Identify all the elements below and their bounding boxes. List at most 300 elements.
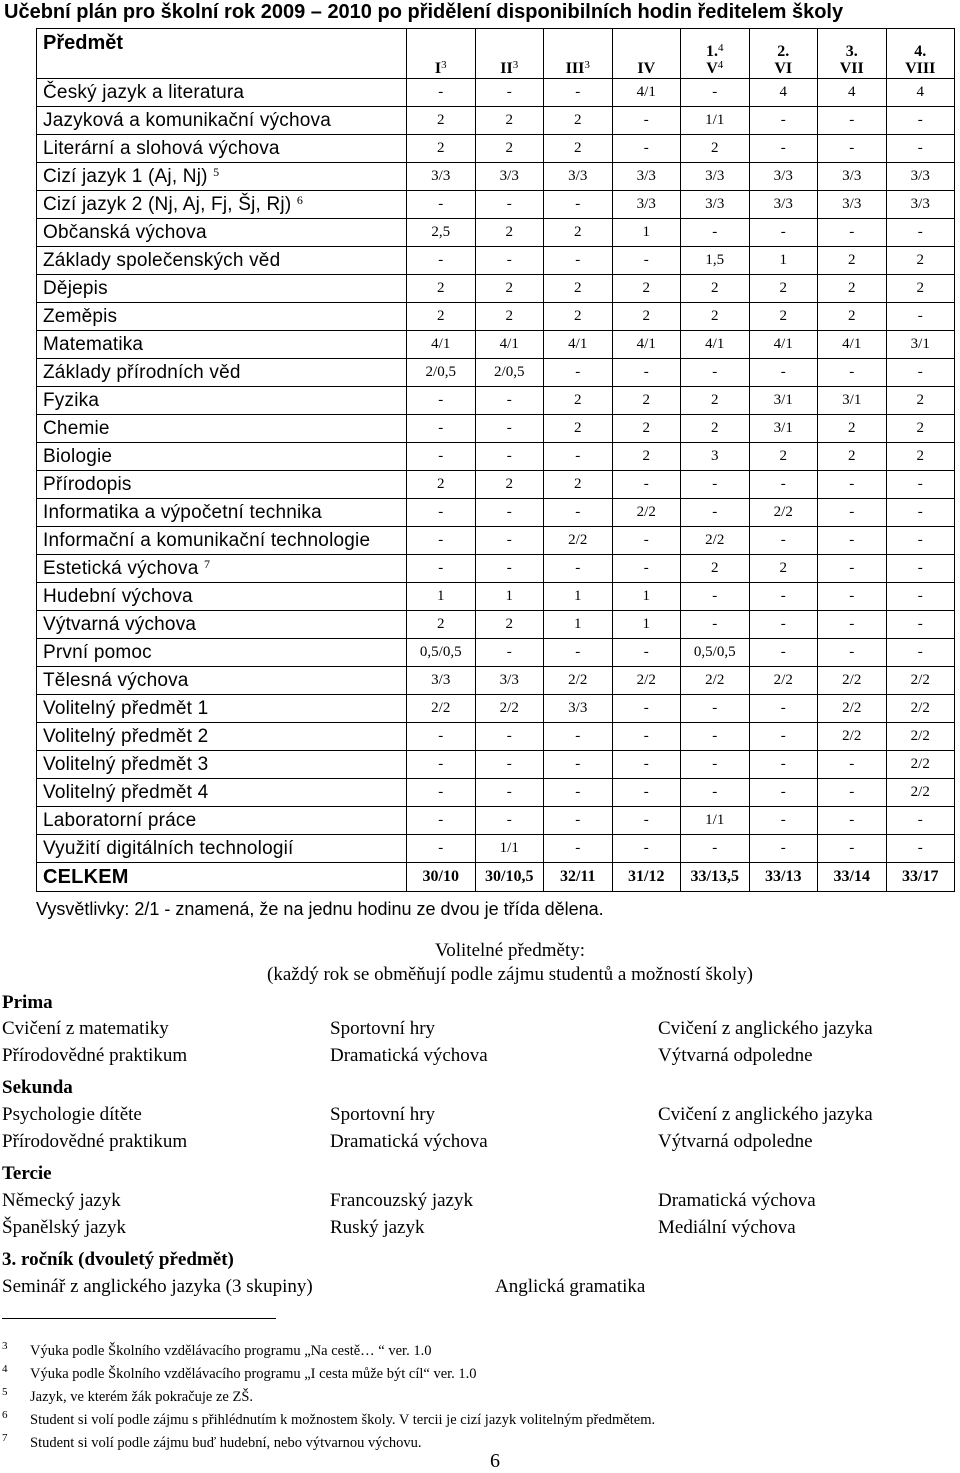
hours-cell: - bbox=[681, 219, 750, 247]
subject-cell: Chemie bbox=[37, 415, 407, 443]
table-row bbox=[37, 247, 955, 275]
hours-cell: - bbox=[475, 191, 544, 219]
subject-cell: Volitelný předmět 1 bbox=[37, 695, 407, 723]
hours-cell: - bbox=[407, 807, 476, 835]
hours-cell: 3/3 bbox=[818, 163, 887, 191]
hours-cell: 2 bbox=[681, 555, 750, 583]
hours-cell: - bbox=[407, 527, 476, 555]
hours-cell: 2 bbox=[407, 303, 476, 331]
hours-cell: - bbox=[818, 779, 887, 807]
hours-cell: 2 bbox=[544, 303, 613, 331]
hours-cell: 1 bbox=[612, 583, 681, 611]
total-cell: 31/12 bbox=[612, 863, 681, 892]
subject-cell: Cizí jazyk 1 (Aj, Nj) $^5$ bbox=[37, 163, 407, 191]
subject-header: Předmět bbox=[37, 29, 407, 79]
hours-cell: - bbox=[749, 527, 818, 555]
optional-subtitle: (každý rok se obměňují podle zájmu studentů a možností školy) bbox=[267, 964, 753, 985]
table-row bbox=[37, 219, 955, 247]
table-row bbox=[37, 583, 955, 611]
grade-header: $I^3$ bbox=[407, 29, 476, 79]
hours-cell: - bbox=[544, 79, 613, 107]
footnote-divider bbox=[2, 1318, 276, 1319]
hours-cell: - bbox=[544, 835, 613, 863]
hours-cell: 4 bbox=[886, 79, 955, 107]
hours-cell: - bbox=[475, 499, 544, 527]
table-row bbox=[37, 723, 955, 751]
hours-cell: 3/3 bbox=[886, 191, 955, 219]
optional-title: Volitelné předměty: bbox=[434, 940, 586, 961]
hours-cell: 4/1 bbox=[612, 331, 681, 359]
hours-cell: - bbox=[544, 499, 613, 527]
hours-cell: 2 bbox=[407, 611, 476, 639]
table-row bbox=[37, 163, 955, 191]
subject-cell: Laboratorní práce bbox=[37, 807, 407, 835]
subject-cell: Informatika a výpočetní technika bbox=[37, 499, 407, 527]
hours-cell: 2 bbox=[475, 107, 544, 135]
hours-cell: - bbox=[886, 359, 955, 387]
hours-cell: 4 bbox=[749, 79, 818, 107]
hours-cell: - bbox=[886, 583, 955, 611]
table-row bbox=[37, 275, 955, 303]
hours-cell: 4/1 bbox=[407, 331, 476, 359]
hours-cell: 1 bbox=[544, 583, 613, 611]
hours-cell: 1 bbox=[749, 247, 818, 275]
hours-cell: - bbox=[818, 135, 887, 163]
hours-cell: - bbox=[886, 499, 955, 527]
hours-cell: - bbox=[681, 835, 750, 863]
group-heading: 3. ročník (dvouletý předmět) bbox=[2, 1249, 234, 1270]
hours-cell: - bbox=[612, 471, 681, 499]
total-cell: 30/10,5 bbox=[475, 863, 544, 892]
grade-header: 4. VIII bbox=[886, 29, 955, 79]
hours-cell: 2 bbox=[886, 387, 955, 415]
grade-header: 1.$^4$ $V^4$ bbox=[681, 29, 750, 79]
table-row bbox=[37, 331, 955, 359]
hours-cell: - bbox=[749, 107, 818, 135]
hours-cell: 1,5 bbox=[681, 247, 750, 275]
subject-cell: Jazyková a komunikační výchova bbox=[37, 107, 407, 135]
hours-cell: - bbox=[612, 527, 681, 555]
table-row bbox=[37, 135, 955, 163]
hours-cell: - bbox=[407, 443, 476, 471]
hours-cell: - bbox=[612, 807, 681, 835]
hours-cell: 3/3 bbox=[818, 191, 887, 219]
hours-cell: 4/1 bbox=[818, 331, 887, 359]
document-title: Učební plán pro školní rok 2009 – 2010 po přidělení disponibilních hodin ředitelem školy bbox=[4, 1, 844, 23]
hours-cell: 3/3 bbox=[475, 163, 544, 191]
hours-cell: 2 bbox=[749, 275, 818, 303]
hours-cell: - bbox=[407, 247, 476, 275]
hours-cell: 2 bbox=[544, 471, 613, 499]
hours-cell: 2/2 bbox=[886, 779, 955, 807]
hours-cell: 4/1 bbox=[475, 331, 544, 359]
hours-cell: - bbox=[818, 807, 887, 835]
hours-cell: - bbox=[475, 639, 544, 667]
total-row bbox=[37, 863, 955, 892]
hours-cell: - bbox=[407, 555, 476, 583]
hours-cell: 2 bbox=[818, 275, 887, 303]
hours-cell: 4/1 bbox=[681, 331, 750, 359]
hours-cell: 2 bbox=[544, 219, 613, 247]
hours-cell: 2/2 bbox=[749, 499, 818, 527]
hours-cell: - bbox=[749, 135, 818, 163]
group-heading: Tercie bbox=[2, 1163, 52, 1184]
subject-cell: Základy společenských věd bbox=[37, 247, 407, 275]
hours-cell: 3 bbox=[681, 443, 750, 471]
hours-cell: - bbox=[612, 835, 681, 863]
hours-cell: - bbox=[544, 555, 613, 583]
table-row bbox=[37, 667, 955, 695]
grade-header: 3. VII bbox=[818, 29, 887, 79]
table-row bbox=[37, 751, 955, 779]
hours-cell: - bbox=[749, 611, 818, 639]
hours-cell: 2 bbox=[475, 275, 544, 303]
hours-cell: 2,5 bbox=[407, 219, 476, 247]
hours-cell: - bbox=[407, 723, 476, 751]
hours-cell: - bbox=[681, 723, 750, 751]
hours-cell: 2 bbox=[544, 275, 613, 303]
hours-cell: - bbox=[407, 79, 476, 107]
hours-cell: 2/2 bbox=[544, 667, 613, 695]
hours-cell: 3/1 bbox=[818, 387, 887, 415]
hours-cell: 2/2 bbox=[749, 667, 818, 695]
hours-cell: - bbox=[407, 835, 476, 863]
hours-cell: 2/2 bbox=[886, 751, 955, 779]
hours-cell: - bbox=[749, 471, 818, 499]
hours-cell: - bbox=[681, 583, 750, 611]
hours-cell: - bbox=[612, 555, 681, 583]
hours-cell: - bbox=[544, 779, 613, 807]
hours-cell: - bbox=[681, 779, 750, 807]
hours-cell: - bbox=[475, 527, 544, 555]
hours-cell: 3/3 bbox=[886, 163, 955, 191]
legend-note: Vysvětlivky: 2/1 - znamená, že na jednu hodinu ze dvou je třída dělena. bbox=[36, 899, 604, 919]
hours-cell: 2/0,5 bbox=[407, 359, 476, 387]
hours-cell: - bbox=[886, 611, 955, 639]
hours-cell: 2/2 bbox=[544, 527, 613, 555]
hours-cell: 1/1 bbox=[681, 107, 750, 135]
hours-cell: 1/1 bbox=[681, 807, 750, 835]
hours-cell: - bbox=[749, 695, 818, 723]
hours-cell: 2/2 bbox=[612, 499, 681, 527]
hours-cell: - bbox=[544, 359, 613, 387]
total-label: CELKEM bbox=[37, 863, 407, 892]
subject-cell: Volitelný předmět 4 bbox=[37, 779, 407, 807]
hours-cell: 2 bbox=[407, 107, 476, 135]
subject-cell: Fyzika bbox=[37, 387, 407, 415]
grade-header: 2. VI bbox=[749, 29, 818, 79]
hours-cell: - bbox=[681, 611, 750, 639]
subject-cell: Literární a slohová výchova bbox=[37, 135, 407, 163]
table-row bbox=[37, 695, 955, 723]
table-row bbox=[37, 555, 955, 583]
hours-cell: - bbox=[544, 723, 613, 751]
hours-cell: - bbox=[818, 499, 887, 527]
hours-cell: - bbox=[886, 219, 955, 247]
hours-cell: 2 bbox=[612, 415, 681, 443]
table-row bbox=[37, 527, 955, 555]
page-number: 6 bbox=[490, 1450, 500, 1472]
hours-cell: - bbox=[681, 359, 750, 387]
table-header-row bbox=[37, 29, 955, 79]
hours-cell: - bbox=[407, 415, 476, 443]
hours-cell: - bbox=[749, 639, 818, 667]
table-row bbox=[37, 471, 955, 499]
hours-cell: 2 bbox=[818, 303, 887, 331]
hours-cell: 3/3 bbox=[544, 695, 613, 723]
hours-cell: 4/1 bbox=[749, 331, 818, 359]
hours-cell: 2 bbox=[886, 247, 955, 275]
hours-cell: - bbox=[886, 639, 955, 667]
subject-cell: Dějepis bbox=[37, 275, 407, 303]
table-row bbox=[37, 807, 955, 835]
hours-cell: 4 bbox=[818, 79, 887, 107]
hours-cell: 2/2 bbox=[886, 667, 955, 695]
hours-cell: 2 bbox=[818, 415, 887, 443]
hours-cell: 3/1 bbox=[886, 331, 955, 359]
hours-cell: 2/2 bbox=[681, 667, 750, 695]
hours-cell: 1 bbox=[612, 219, 681, 247]
hours-cell: 2/0,5 bbox=[475, 359, 544, 387]
subject-cell: Zeměpis bbox=[37, 303, 407, 331]
subject-cell: Výtvarná výchova bbox=[37, 611, 407, 639]
subject-cell: Základy přírodních věd bbox=[37, 359, 407, 387]
subject-cell: Využití digitálních technologií bbox=[37, 835, 407, 863]
hours-cell: - bbox=[818, 835, 887, 863]
hours-cell: - bbox=[407, 751, 476, 779]
hours-cell: - bbox=[749, 807, 818, 835]
total-cell: 33/17 bbox=[886, 863, 955, 892]
hours-cell: - bbox=[886, 135, 955, 163]
total-cell: 30/10 bbox=[407, 863, 476, 892]
hours-cell: 2 bbox=[407, 471, 476, 499]
subject-cell: Biologie bbox=[37, 443, 407, 471]
hours-cell: - bbox=[475, 415, 544, 443]
hours-cell: 2 bbox=[749, 443, 818, 471]
hours-cell: - bbox=[681, 79, 750, 107]
table-row bbox=[37, 499, 955, 527]
hours-cell: - bbox=[886, 527, 955, 555]
hours-cell: 3/3 bbox=[407, 667, 476, 695]
table-row bbox=[37, 303, 955, 331]
hours-cell: 2 bbox=[612, 387, 681, 415]
subject-cell: Volitelný předmět 3 bbox=[37, 751, 407, 779]
hours-cell: 1/1 bbox=[475, 835, 544, 863]
subject-cell: Český jazyk a literatura bbox=[37, 79, 407, 107]
hours-cell: - bbox=[818, 639, 887, 667]
table-row bbox=[37, 359, 955, 387]
hours-cell: - bbox=[818, 583, 887, 611]
hours-cell: - bbox=[544, 639, 613, 667]
hours-cell: - bbox=[544, 443, 613, 471]
group-heading: Prima bbox=[2, 992, 53, 1013]
hours-cell: 1 bbox=[612, 611, 681, 639]
table-row bbox=[37, 79, 955, 107]
hours-cell: 2/2 bbox=[886, 723, 955, 751]
hours-cell: 2 bbox=[818, 247, 887, 275]
hours-cell: - bbox=[612, 359, 681, 387]
hours-cell: - bbox=[749, 219, 818, 247]
hours-cell: 0,5/0,5 bbox=[681, 639, 750, 667]
hours-cell: 3/3 bbox=[544, 163, 613, 191]
hours-cell: 1 bbox=[407, 583, 476, 611]
hours-cell: 2 bbox=[681, 387, 750, 415]
hours-cell: 2/2 bbox=[886, 695, 955, 723]
hours-cell: 4/1 bbox=[544, 331, 613, 359]
hours-cell: 2/2 bbox=[681, 527, 750, 555]
hours-cell: 3/3 bbox=[407, 163, 476, 191]
hours-cell: 2 bbox=[749, 555, 818, 583]
hours-cell: - bbox=[818, 107, 887, 135]
hours-cell: - bbox=[818, 359, 887, 387]
hours-cell: 2 bbox=[544, 107, 613, 135]
hours-cell: - bbox=[818, 555, 887, 583]
subject-cell: Občanská výchova bbox=[37, 219, 407, 247]
hours-cell: 3/3 bbox=[681, 191, 750, 219]
hours-cell: - bbox=[886, 303, 955, 331]
hours-cell: 2 bbox=[475, 303, 544, 331]
hours-cell: - bbox=[612, 135, 681, 163]
hours-cell: - bbox=[681, 499, 750, 527]
table-row bbox=[37, 443, 955, 471]
hours-cell: 2/2 bbox=[612, 667, 681, 695]
table-body bbox=[37, 79, 955, 892]
subject-cell: Cizí jazyk 2 (Nj, Aj, Fj, Šj, Rj) $^6$ bbox=[37, 191, 407, 219]
subject-cell: První pomoc bbox=[37, 639, 407, 667]
hours-cell: - bbox=[612, 695, 681, 723]
hours-cell: - bbox=[544, 807, 613, 835]
hours-cell: 3/3 bbox=[475, 667, 544, 695]
hours-cell: 2 bbox=[475, 471, 544, 499]
hours-cell: - bbox=[475, 555, 544, 583]
hours-cell: 2 bbox=[544, 415, 613, 443]
hours-cell: - bbox=[407, 779, 476, 807]
hours-cell: - bbox=[544, 191, 613, 219]
hours-cell: 2 bbox=[681, 415, 750, 443]
hours-cell: - bbox=[749, 583, 818, 611]
hours-cell: - bbox=[475, 79, 544, 107]
hours-cell: 2 bbox=[886, 443, 955, 471]
hours-cell: - bbox=[407, 387, 476, 415]
hours-cell: - bbox=[544, 751, 613, 779]
hours-cell: - bbox=[475, 807, 544, 835]
hours-cell: 2/2 bbox=[407, 695, 476, 723]
hours-cell: 3/3 bbox=[749, 191, 818, 219]
hours-cell: 3/3 bbox=[612, 163, 681, 191]
hours-cell: 2 bbox=[612, 443, 681, 471]
hours-cell: 2/2 bbox=[818, 723, 887, 751]
hours-cell: - bbox=[681, 751, 750, 779]
table-row bbox=[37, 611, 955, 639]
curriculum-table bbox=[36, 28, 955, 892]
hours-cell: - bbox=[612, 751, 681, 779]
grade-header: $II^3$ bbox=[475, 29, 544, 79]
hours-cell: - bbox=[749, 751, 818, 779]
hours-cell: - bbox=[818, 219, 887, 247]
hours-cell: - bbox=[681, 471, 750, 499]
hours-cell: 2 bbox=[407, 135, 476, 163]
hours-cell: 2 bbox=[544, 387, 613, 415]
hours-cell: 3/3 bbox=[612, 191, 681, 219]
hours-cell: - bbox=[475, 779, 544, 807]
hours-cell: 2 bbox=[612, 275, 681, 303]
hours-cell: 2 bbox=[886, 275, 955, 303]
hours-cell: 3/1 bbox=[749, 387, 818, 415]
grade-header: IV bbox=[612, 29, 681, 79]
subject-cell: Tělesná výchova bbox=[37, 667, 407, 695]
hours-cell: - bbox=[749, 723, 818, 751]
subject-cell: Přírodopis bbox=[37, 471, 407, 499]
hours-cell: - bbox=[749, 835, 818, 863]
grade-header: III$^3$ bbox=[544, 29, 613, 79]
hours-cell: 0,5/0,5 bbox=[407, 639, 476, 667]
hours-cell: 2 bbox=[475, 135, 544, 163]
total-cell: 33/13,5 bbox=[681, 863, 750, 892]
table-row bbox=[37, 779, 955, 807]
hours-cell: 2 bbox=[544, 135, 613, 163]
hours-cell: 2 bbox=[886, 415, 955, 443]
hours-cell: 2 bbox=[407, 275, 476, 303]
hours-cell: - bbox=[475, 443, 544, 471]
hours-cell: 2 bbox=[475, 219, 544, 247]
total-cell: 32/11 bbox=[544, 863, 613, 892]
hours-cell: 2 bbox=[681, 303, 750, 331]
hours-cell: - bbox=[612, 779, 681, 807]
hours-cell: - bbox=[886, 471, 955, 499]
total-cell: 33/14 bbox=[818, 863, 887, 892]
hours-cell: 2/2 bbox=[475, 695, 544, 723]
subject-cell: Informační a komunikační technologie bbox=[37, 527, 407, 555]
hours-cell: 3/1 bbox=[749, 415, 818, 443]
hours-cell: 2 bbox=[612, 303, 681, 331]
hours-cell: - bbox=[818, 527, 887, 555]
table-row bbox=[37, 415, 955, 443]
hours-cell: - bbox=[818, 611, 887, 639]
hours-cell: - bbox=[749, 779, 818, 807]
subject-cell: Matematika bbox=[37, 331, 407, 359]
hours-cell: - bbox=[475, 247, 544, 275]
table-row bbox=[37, 835, 955, 863]
hours-cell: 1 bbox=[544, 611, 613, 639]
hours-cell: - bbox=[407, 191, 476, 219]
hours-cell: - bbox=[612, 639, 681, 667]
hours-cell: 2 bbox=[475, 611, 544, 639]
hours-cell: - bbox=[612, 723, 681, 751]
table-row bbox=[37, 191, 955, 219]
hours-cell: 3/3 bbox=[681, 163, 750, 191]
hours-cell: - bbox=[886, 555, 955, 583]
table-row bbox=[37, 107, 955, 135]
hours-cell: 2/2 bbox=[818, 667, 887, 695]
hours-cell: - bbox=[407, 499, 476, 527]
hours-cell: 2/2 bbox=[818, 695, 887, 723]
hours-cell: 4/1 bbox=[612, 79, 681, 107]
hours-cell: - bbox=[886, 835, 955, 863]
hours-cell: - bbox=[749, 359, 818, 387]
hours-cell: - bbox=[818, 471, 887, 499]
hours-cell: - bbox=[886, 807, 955, 835]
hours-cell: - bbox=[818, 751, 887, 779]
hours-cell: - bbox=[475, 723, 544, 751]
hours-cell: 1 bbox=[475, 583, 544, 611]
hours-cell: - bbox=[475, 387, 544, 415]
hours-cell: - bbox=[681, 695, 750, 723]
hours-cell: - bbox=[475, 751, 544, 779]
table-row bbox=[37, 639, 955, 667]
subject-cell: Volitelný předmět 2 bbox=[37, 723, 407, 751]
hours-cell: 2 bbox=[749, 303, 818, 331]
hours-cell: 2 bbox=[818, 443, 887, 471]
